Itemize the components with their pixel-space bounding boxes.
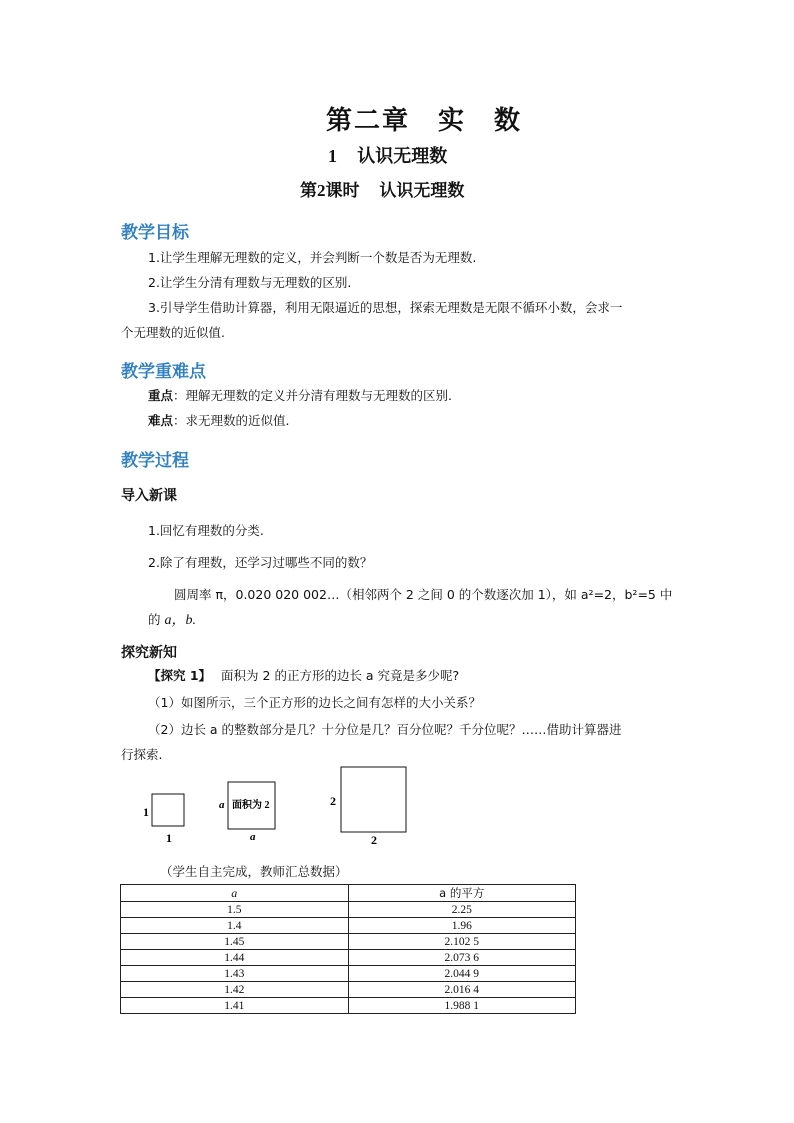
table-cell: 1.45 bbox=[121, 934, 349, 950]
lesson-name: 认识无理数 bbox=[379, 181, 465, 201]
example-line-b bbox=[148, 612, 196, 629]
table-header: a 的平方 bbox=[348, 885, 576, 902]
table-row bbox=[121, 918, 576, 934]
section-name: 认识无理数 bbox=[357, 146, 448, 167]
square-1-side-label: 1 bbox=[143, 805, 149, 819]
squares-figure bbox=[130, 760, 430, 852]
explore-question-2a: （2）边长 a 的整数部分是几？十分位是几？百分位呢？千分位呢？……借助计算器进 bbox=[148, 722, 622, 737]
key-points-heading: 教学重难点 bbox=[121, 362, 206, 382]
table-header: a bbox=[121, 885, 349, 902]
square-2-area-label: 面积为 2 bbox=[232, 800, 270, 811]
table-caption: （学生自主完成，教师汇总数据） bbox=[160, 864, 348, 879]
table-cell: 2.073 6 bbox=[348, 950, 576, 966]
explore-question-2b: 行探索. bbox=[121, 747, 163, 762]
square-3-side-label: 2 bbox=[330, 794, 336, 808]
objective-item: 2.让学生分清有理数与无理数的区别. bbox=[148, 275, 352, 290]
intro-heading: 导入新课 bbox=[121, 488, 177, 504]
table-row bbox=[121, 934, 576, 950]
explore-heading: 探究新知 bbox=[121, 645, 177, 661]
example-variables: a，b. bbox=[164, 613, 196, 628]
square-2-side-label: a bbox=[219, 799, 225, 811]
table-header-row bbox=[121, 885, 576, 902]
lesson-suffix: 课时 bbox=[325, 181, 360, 201]
table-row bbox=[121, 950, 576, 966]
table-cell: 2.25 bbox=[348, 902, 576, 918]
data-table bbox=[120, 884, 576, 1014]
table-row bbox=[121, 902, 576, 918]
difficulty-line bbox=[148, 413, 290, 429]
square-1 bbox=[152, 794, 184, 826]
objectives-heading: 教学目标 bbox=[121, 223, 189, 243]
example-line-b-prefix: 的 bbox=[148, 612, 165, 627]
table-cell: 1.43 bbox=[121, 966, 349, 982]
intro-item-2: 2.除了有理数，还学习过哪些不同的数？ bbox=[148, 555, 373, 570]
table-cell: 1.41 bbox=[121, 998, 349, 1014]
focus-text: ：理解无理数的定义并分清有理数与无理数的区别. bbox=[173, 388, 452, 403]
table-cell: 2.016 4 bbox=[348, 982, 576, 998]
process-heading: 教学过程 bbox=[121, 451, 189, 471]
lesson-title bbox=[300, 176, 464, 201]
square-3 bbox=[341, 767, 406, 832]
explore-1-text: 面积为 2 的正方形的边长 a 究竟是多少呢? bbox=[221, 668, 460, 683]
table-row bbox=[121, 998, 576, 1014]
table-cell: 1.44 bbox=[121, 950, 349, 966]
example-line-a: 圆周率 π，0.020 020 002…（相邻两个 2 之间 0 的个数逐次加 1），如 a²=2，b²=5 中 bbox=[174, 587, 673, 602]
table-cell: 1.42 bbox=[121, 982, 349, 998]
table-cell: 2.044 9 bbox=[348, 966, 576, 982]
objective-item: 1.让学生理解无理数的定义，并会判断一个数是否为无理数. bbox=[148, 250, 477, 265]
table-cell: 1.5 bbox=[121, 902, 349, 918]
explore-question-1: （1）如图所示，三个正方形的边长之间有怎样的大小关系？ bbox=[148, 695, 481, 710]
section-title bbox=[328, 142, 447, 168]
table-cell: 1.96 bbox=[348, 918, 576, 934]
square-3-bottom-label: 2 bbox=[371, 833, 377, 847]
table-cell: 1.4 bbox=[121, 918, 349, 934]
difficulty-text: ：求无理数的近似值. bbox=[173, 413, 290, 428]
table-cell: 1.988 1 bbox=[348, 998, 576, 1014]
objective-item: 个无理数的近似值. bbox=[121, 325, 225, 340]
explore-1-line bbox=[148, 668, 459, 684]
table-cell: 2.102 5 bbox=[348, 934, 576, 950]
explore-1-tag: 【探究 1】 bbox=[148, 668, 212, 683]
difficulty-label: 难点 bbox=[148, 413, 174, 428]
square-1-bottom-label: 1 bbox=[166, 831, 172, 845]
lesson-number: 2 bbox=[317, 181, 326, 200]
table-row bbox=[121, 982, 576, 998]
focus-label: 重点 bbox=[148, 388, 174, 403]
objective-item: 3.引导学生借助计算器，利用无限逼近的思想，探索无理数是无限不循环小数，会求一 bbox=[148, 300, 623, 315]
square-2-bottom-label: a bbox=[250, 831, 256, 843]
chapter-title: 第二章 实 数 bbox=[326, 106, 523, 136]
intro-item-1: 1.回忆有理数的分类. bbox=[148, 523, 264, 538]
table-row bbox=[121, 966, 576, 982]
section-number: 1 bbox=[328, 146, 337, 166]
focus-line bbox=[148, 388, 452, 404]
lesson-prefix: 第 bbox=[300, 181, 317, 201]
